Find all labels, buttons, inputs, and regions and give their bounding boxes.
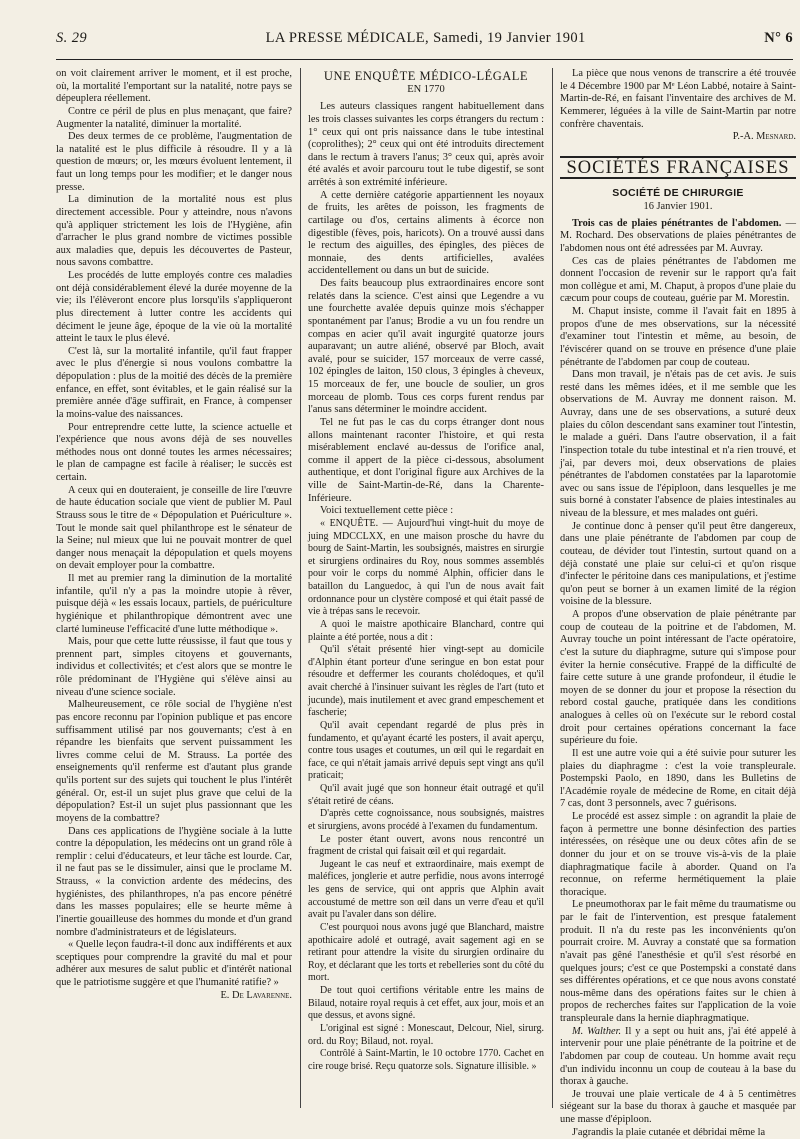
paragraph: Le pneumothorax par le fait même du traumatisme ou par le fait de l'intervention, est presque fatalement produit. Il n'a du reste pas les inconvénients qu'on pourrait croire. M. Auvray a constaté que sa formation n'avait pas gêné l'anesthésie et qu'il s'est résorbé en quelques jours; c'est ce que Postempski a constaté dans ses différentes opérations, et ce que nous avons constaté nous-même dans des opérations faites sur le chien à propos de recherches faites sur l'application de la voie transpleurale dans la hernie diaphragmatique. [560,899,796,1024]
quoted-paragraph: A quoi le maistre apothicaire Blanchard, contre qui plainte a été portée, nous a dit : [308,618,544,643]
paragraph: Il est une autre voie qui a été suivie pour suturer les plaies du diaphragme : c'est la voie transpleurale. Postempski Paolo, en 1890, dans les Bulletins de l'Académie royale de médecine de Rome, en citait déjà 7 cas, dont 3 personnels, avec 7 guérisons. [560,747,796,810]
article-title: UNE ENQUÊTE MÉDICO-LÉGALE [323,69,529,83]
newspaper-page [56,30,796,1138]
paragraph: Ces cas de plaies pénétrantes de l'abdomen me donnent l'occasion de revenir sur le rapport qu'a fait mon collègue et ami, M. Chaput, à propos d'une plaie du cæcum pour coups de couteau, guérie par M. Morestin. [560,255,796,305]
author-signature: E. De Lavarenne. [220,989,292,1001]
section-heading: SOCIÉTÉS FRANÇAISES [560,156,796,180]
speaker-text: Il y a sept ou huit ans, j'ai été appelé à intervenir pour une plaie pénétrante de la poitrine et de l'abdomen par coup de couteau. Un homme avait reçu d'un individu inconnu un coup de couteau à la base du thorax à gauche. [560,1025,796,1088]
paragraph: Les procédés de lutte employés contre ces maladies ont déjà considérablement élevé la durée moyenne de la vie; ils l'élèveront encore plus lorsqu'ils s'appliqueront plus directement à lutter contre les accidents qui déciment le jeune âge, époque de la vie où la mortalité atteint le taux le plus élevé. [56,270,292,345]
lead-heading: Trois cas de plaies pénétrantes de l'abdomen. [572,217,782,229]
speaker-name: M. Walther. [572,1025,622,1037]
paragraph: A cette dernière catégorie appartiennent les noyaux de fruits, les arêtes de poisson, les fragments de cartilage ou d'os, certains aliments à écorce non digestible (fèves, pois, haricots). On a trouvé aussi dans le rectum des aiguilles, des épingles, des pièces de monnaie, des dents artificielles, avalées accidentellement ou dans un but de suicide. [308,189,544,277]
page-number: S. 29 [56,30,87,46]
column-3 [560,68,796,1138]
quoted-paragraph: C'est pourquoi nous avons jugé que Blanchard, maistre apothicaire adolé et outragé, avait sagement agi en se retirant pour attendre la visite du sirurgien ordinaire du Roy, et déclarant que les torts et rebelleries sont du côté du mort. [308,921,544,984]
paragraph: Je continue donc à penser qu'il peut être dangereux, dans une plaie pénétrante de l'abdomen par coup de couteau, de dévider tout l'intestin, surtout quand on a déjà constaté une plaie sur celui-ci et qu'on risque d'infecter le péritoine dans ces manipulations, et j'estime qu'on peut se borner à un examen limité de la région voisine de la blessure. [560,520,796,608]
paragraph: Des faits beaucoup plus extraordinaires encore sont relatés dans la science. C'est ainsi que Legendre a vu une fourchette avalée depuis quinze mois s'échapper spontanément par l'anus; Brodie a vu un fou rendre un compas en acier qu'il avait ingurgité quatorze jours auparavant; un autre aliéné, observé par Bloch, avait avalé, pour se suicider, 157 morceaux de verre cassé, 102 épingles de laiton, 150 clous, 3 épingles à cheveux, 15 morceaux de fer, une boucle de soulier, un gros morceau de plomb. Tous ces corps furent rendus par l'anus sans déterminer le moindre accident. [308,278,544,416]
paragraph: « Quelle leçon faudra-t-il donc aux indifférents et aux sceptiques pour comprendre la gravité du mal et pour adhérer aux mesures de salut public et d'intérêt national que le patriotisme suggère et que l'humanité ratifie? » [56,939,292,988]
paragraph: on voit clairement arriver le moment, et il est proche, où, la mortalité l'emportant sur la natalité, notre pays se dépeuplera réellement. [56,68,292,105]
paragraph: Le procédé est assez simple : on agrandit la plaie de façon à permettre une bonne désinfection des parties intéressées, on résèque une ou deux côtes afin de se donner du jour et on se trouve vis-à-vis de la plaie diaphragmatique facile à aborder. Quand on l'a reconnue, on referme hermétiquement la plaie thoracique. [560,811,796,898]
paragraph: Contre ce péril de plus en plus menaçant, que faire? Augmenter la natalité, diminuer la mortalité. [56,105,292,130]
paragraph: Pour entreprendre cette lutte, la science actuelle et l'expérience que nous avons déjà de ses nouvelles méthodes nous ont donné toutes les armes nécessaires; le plan de campagne est facile à réaliser; le succès est certain. [56,421,292,483]
quoted-paragraph: D'après cette cognoissance, nous soubsignés, maistres et sirurgiens, avons procédé à l'examen du fundamentum. [308,808,544,832]
paragraph: La diminution de la mortalité nous est plus directement accessible. Pour y atteindre, nous n'avons qu'à appliquer strictement les lois de l'Hygiène, afin d'arracher le plus grand nombre de victimes possible aux maladies que, depuis les découvertes de Pasteur, nous savons combattre. [56,194,292,269]
society-name: SOCIÉTÉ DE CHIRURGIE [612,187,744,200]
article-subtitle: EN 1770 [407,83,445,95]
paragraph: A ceux qui en douteraient, je conseille de lire l'œuvre de haute éducation sociale que vient de publier M. Paul Strauss sous le titre de « Dépopulation et Puériculture ». Tout le monde sait quel philanthrope est le sénateur de la Seine; nul mieux que lui ne pouvait montrer de quel danger nous menaçait la dépopulation et quels moyens on devait employer pour la combattre. [56,484,292,572]
paragraph: Mais, pour que cette lutte réussisse, il faut que tous y prennent part, simples citoyens et gouvernants, individus et collectivités; et c'est alors que se montre le rôle prédominant de l'Hygiène qui s'élève ainsi au niveau d'une science sociale. [56,636,292,698]
paragraph [560,218,796,256]
column-1 [56,68,292,1108]
quoted-paragraph: Contrôlé à Saint-Martin, le 10 octobre 1770. Cachet en cire rouge brisé. Reçu quatorze sols. Signature illisible. » [308,1048,544,1072]
paragraph: A propos d'une observation de plaie pénétrante par coup de couteau de la poitrine et de l'abdomen, M. Auvray touche un point intéressant de l'acte opératoire, c'est la suture du diaphragme, suture qui s'impose pour éviter la hernie consécutive. Frappé de la difficulté de faire cette suture à une grande profondeur, il étudie le moyen de se donner du jour et propose la résection du rebord costal gauche, pratiquée dans les conditions analogues à celles où on l'exécute sur le rebord costal droit pour certaines opérations concernant la face supérieure du foie. [560,609,796,747]
paragraph: La pièce que nous venons de transcrire a été trouvée le 4 Décembre 1900 par Mᵉ Léon Labbé, notaire à Saint-Martin-de-Ré, en faisant l'inventaire des archives de M. Kemmerer, léguées à la ville de Saint-Martin par notre confrère chaventais. [560,68,796,130]
lead-text: — M. Rochard. Des observations de plaies pénétrantes de l'abdomen nous ont été adressées par M. Auvray. [560,217,796,254]
quoted-paragraph: De tout quoi certifions véritable entre les mains de Bilaud, notaire royal requis à cet effet, aux jour, mois et an que dessus, et avons signé. [308,985,544,1022]
page-header [56,30,793,54]
paragraph: Dans mon travail, je n'étais pas de cet avis. Je suis resté dans les mêmes idées, et il me semble que les observations de M. Auvray me donnent raison. M. Auvray, dans une de ses observations, a suturé deux plaies du côlon descendant sans examiner tout l'intestin, le malade a guéri. Dans l'autre observation, il a fait l'inspection totale du tube intestinal et n'a rien trouvé, et j'ai, par devers moi, deux observations de plaies pénétrantes de l'abdomen constatées par la laparotomie avec ou sans issue de l'épiploon, dans lesquelles je me suis borné à constater l'absence de plaies intestinales au niveau de la blessure, et mes malades ont guéri. [560,369,796,519]
paragraph: C'est là, sur la mortalité infantile, qu'il faut frapper avec le plus d'énergie si nous voulons combattre la dépopulation : plus de la moitié des décès de la première enfance, en effet, sont évitables, et le gain réalisé sur la première année d'âge suffirait, en France, à compenser la moins-value des naissances. [56,345,292,420]
quoted-paragraph: Qu'il s'était présenté hier vingt-sept au domicile d'Alphin étant porteur d'une seringue en bon estat pour résoudre et deffermer les courants cholédoques, et qu'il avait cherché à l'insinuer suivant les règles de l'art (tuto et jucunde), mais inutilement et avec grand empeschement et fascherie; [308,644,544,719]
column-2 [308,68,544,1108]
paragraph: M. Chaput insiste, comme il l'avait fait en 1895 à propos d'une de mes observations, sur la nécessité d'examiner tout l'intestin et même, au besoin, de l'éviscérer quand on se trouve en présence d'une plaie pénétrante de l'abdomen par coup de couteau. [560,306,796,368]
quoted-paragraph: L'original est signé : Monescaut, Delcour, Niel, sirurg. ord. du Roy; Bilaud, not. royal. [308,1022,544,1047]
quoted-paragraph: Qu'il avait cependant regardé de plus près in fundamento, et qu'ayant écarté les posters, il avait aperçu, contre tous usages et coutumes, un œil qui le regardait en face, ce qui n'était jamais arrivé depuis sept vingt ans qu'il praticait; [308,719,544,782]
quoted-paragraph: Le poster étant ouvert, avons nous rencontré un fragment de cristal qui faisait œil et qui regardait. [308,833,544,858]
paragraph [560,1026,796,1089]
author-signature: P.-A. Mesnard. [732,131,796,143]
quoted-paragraph: Qu'il avait jugé que son honneur était outragé et qu'il s'était retiré de céans. [308,783,544,807]
newspaper-title: LA PRESSE MÉDICALE, Samedi, 19 Janvier 1901 [265,30,586,46]
paragraph: J'agrandis la plaie cutanée et débridai même la [572,1126,766,1138]
paragraph: Voici textuellement cette pièce : [320,505,454,517]
quoted-paragraph: Jugeant le cas neuf et extraordinaire, mais exempt de maléfices, jonglerie et autre perfidie, nous avons interrogé les gens de service, qui ont appris que Alphin avait accoustumé de mettre son œil dans un verre d'eau et qu'il avait pu l'avaler dans son délire. [308,858,544,921]
paragraph: Tel ne fut pas le cas du corps étranger dont nous allons maintenant raconter l'histoire, et qui resta misérablement enclavé au-dessus de l'orifice anal, comme il appert de la pièce ci-dessous, absolument authentique, et dont l'original figure aux Archives de la ville de Saint-Martin-de-Ré, dans la Charente-Inférieure. [308,416,544,504]
paragraph: Je trouvai une plaie verticale de 4 à 5 centimètres siégeant sur la base du thorax à gauche et masquée par une masse d'épiploon. [560,1088,796,1125]
column-divider [300,68,301,1108]
paragraph: Dans ces applications de l'hygiène sociale à la lutte contre la dépopulation, les médecins ont un grand rôle à remplir : celui d'éducateurs, et leur tâche est lourde. Car, il ne faut pas se le dissimuler, ainsi que le proclame M. Strauss, « la conviction ardente des médecins, des hygiénistes, des philanthropes, n'a pas encore pénétré dans les masses populaires; elle se heurte même à l'inertie gouailleuse des hommes du monde et d'un grand nombre d'administrateurs et de législateurs. [56,825,292,938]
paragraph: Il met au premier rang la diminution de la mortalité infantile, qu'il n'y a pas la moindre utopie à rêver, puisque déjà « les essais locaux, partiels, de puériculture hygiénique et philanthropique démontrent avec une clarté lumineuse l'efficacité d'une lutte méthodique ». [56,573,292,635]
quoted-paragraph: « ENQUÊTE. — Aujourd'hui vingt-huit du moye de juing MDCCLXX, en une maison prosche du havre du bourg de Saint-Martin, les soubsignés, maistres en sirurgie et sirurgiens ordinaires du Roy, nous sommes assemblés pour voir le corps du nommé Alphin, officier dans le bataillon du Languedoc, à qui l'un de nous avait fait ordonnance pour un clystère composé et qui était passé de vie à trépas sans le recevoir. [308,517,544,618]
header-rule [56,59,793,60]
session-date: 16 Janvier 1901. [643,201,713,212]
paragraph: Les auteurs classiques rangent habituellement dans les trois classes suivantes les corps étrangers du rectum : 1° ceux qui ont pris naissance dans le tube intestinal (coprolithes); 2° ceux qui ont été introduits directement dans le rectum à travers l'anus; 3° ceux qui, après avoir été avalés et avoir parcouru tout le tube digestif, se sont arrêtés à son extrémité inférieure. [308,101,544,188]
paragraph: Des deux termes de ce problème, l'augmentation de la natalité est le plus difficile à résoudre. Il y a là question de mœurs; or, les mœurs évoluent lentement, il faut un long temps pour les modifier; et le danger nous presse. [56,131,292,193]
column-divider [552,68,553,1108]
issue-number: N° 6 [764,30,793,46]
paragraph: Malheureusement, ce rôle social de l'hygiène n'est pas encore reconnu par l'opinion publique et pas encore suffisamment utilisé par nos gouvernants; c'est à en répandre les bienfaits que servent puissamment les livres comme celui de M. Strauss. La portée des enseignements qu'il renferme est d'autant plus grande qu'ils portent sur des sujets qui touchent le plus l'intérêt général. Or, est-il un sujet plus grave que celui de la dépopulation? Est-il un sujet plus passionnant que les moyens de la combattre? [56,699,292,824]
